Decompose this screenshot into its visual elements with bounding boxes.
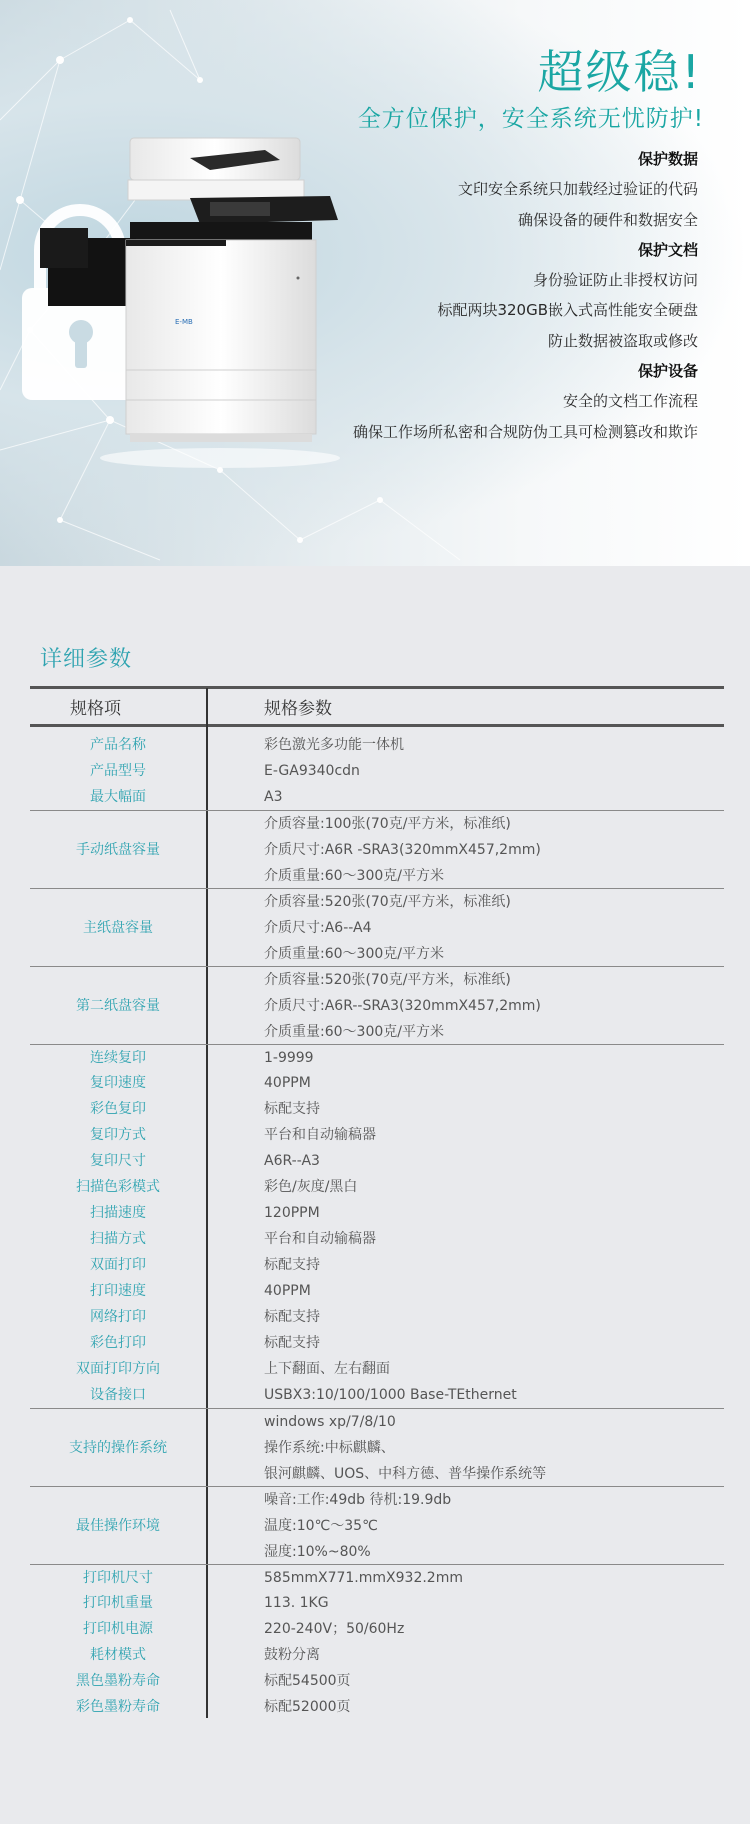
spec-value-line: 220-240V；50/60Hz (264, 1621, 405, 1637)
spec-value-line: 介质尺寸:A6R -SRA3(320mmX457,2mm) (264, 842, 541, 858)
spec-value-line: 介质尺寸:A6R--SRA3(320mmX457,2mm) (264, 998, 541, 1014)
spec-label: 复印尺寸 (90, 1153, 146, 1169)
brand-mark: E-MB (175, 318, 193, 326)
spec-value (264, 1226, 724, 1252)
spec-value (264, 1096, 724, 1122)
spec-value (264, 1122, 724, 1148)
spec-value (264, 1252, 724, 1278)
feature-line: 身份验证防止非授权访问 (532, 271, 698, 290)
spec-row (30, 1174, 724, 1200)
spec-value-line: 彩色激光多功能一体机 (264, 737, 404, 753)
header-param: 规格参数 (264, 699, 332, 719)
spec-row (30, 1330, 724, 1356)
spec-value (264, 811, 724, 889)
spec-value-line: 介质重量:60～300克/平方米 (264, 946, 444, 962)
spec-value-line: 标配54500页 (264, 1673, 351, 1689)
spec-row (30, 1668, 724, 1694)
feature-heading: 保护设备 (637, 362, 698, 381)
spec-value (264, 1070, 724, 1096)
spec-row (30, 1044, 724, 1071)
spec-row (30, 758, 724, 784)
feature-list (353, 144, 698, 447)
spec-row (30, 1304, 724, 1330)
spec-value (264, 1330, 724, 1356)
spec-label: 彩色打印 (90, 1335, 146, 1351)
spec-row (30, 1278, 724, 1304)
spec-value (264, 1200, 724, 1226)
spec-value-line: USBX3:10/100/1000 Base-TEthernet (264, 1387, 517, 1403)
spec-label: 扫描方式 (90, 1231, 146, 1247)
header-item: 规格项 (70, 699, 121, 719)
table-header-rule (30, 724, 724, 727)
spec-value (264, 1409, 724, 1487)
spec-value (264, 1668, 724, 1694)
spec-row (30, 1642, 724, 1668)
spec-label: 打印机尺寸 (83, 1570, 153, 1586)
spec-value (264, 1045, 724, 1071)
spec-value (264, 1174, 724, 1200)
spec-value-line: 噪音:工作:49db 待机:19.9db (264, 1492, 452, 1508)
spec-row (30, 1590, 724, 1616)
spec-value-line: 标配支持 (264, 1257, 320, 1273)
feature-line: 确保工作场所私密和合规防伪工具可检测篡改和欺诈 (352, 422, 698, 441)
spec-label: 双面打印 (90, 1257, 146, 1273)
spec-value (264, 1642, 724, 1668)
spec-value (264, 1148, 724, 1174)
feature-line: 防止数据被盗取或修改 (547, 331, 698, 350)
spec-value-line: 介质容量:520张(70克/平方米，标准纸) (264, 894, 511, 910)
spec-label: 复印方式 (90, 1127, 146, 1143)
hero-subtitle: 全方位保护，安全系统无忧防护! (357, 106, 704, 132)
spec-row (30, 966, 724, 1045)
spec-value-line: 湿度:10%~80% (264, 1544, 371, 1560)
spec-label: 支持的操作系统 (69, 1440, 167, 1456)
spec-value-line: 介质容量:520张(70克/平方米，标准纸) (264, 972, 511, 988)
spec-value (264, 1356, 724, 1382)
spec-row (30, 1356, 724, 1382)
spec-row (30, 1616, 724, 1642)
spec-value (264, 1565, 724, 1591)
spec-value (264, 784, 724, 810)
spec-value-line: windows xp/7/8/10 (264, 1414, 396, 1430)
spec-row (30, 732, 724, 758)
spec-label: 打印速度 (90, 1283, 146, 1299)
spec-row (30, 1486, 724, 1565)
spec-value-line: 平台和自动输稿器 (264, 1127, 376, 1143)
spec-label: 网络打印 (90, 1309, 146, 1325)
spec-row (30, 1408, 724, 1487)
spec-value-line: A3 (264, 789, 283, 805)
spec-label: 打印机电源 (83, 1621, 153, 1637)
spec-value-line: 银河麒麟、UOS、中科方德、普华操作系统等 (264, 1466, 547, 1482)
spec-row (30, 1252, 724, 1278)
spec-value (264, 758, 724, 784)
spec-row (30, 1148, 724, 1174)
spec-value-line: 标配52000页 (264, 1699, 351, 1715)
spec-value-line: E-GA9340cdn (264, 763, 360, 779)
table-top-rule (30, 686, 724, 689)
spec-value-line: 平台和自动输稿器 (264, 1231, 376, 1247)
hero-title: 超级稳! (537, 45, 702, 99)
spec-value-line: 标配支持 (264, 1335, 320, 1351)
feature-line: 文印安全系统只加载经过验证的代码 (457, 180, 698, 199)
spec-label: 扫描速度 (90, 1205, 146, 1221)
spec-label: 黑色墨粉寿命 (76, 1673, 160, 1689)
spec-value-line: 113. 1KG (264, 1595, 329, 1611)
spec-label: 彩色复印 (90, 1101, 146, 1117)
spec-label: 扫描色彩模式 (76, 1179, 160, 1195)
spec-value-line: 温度:10℃～35℃ (264, 1518, 378, 1534)
spec-value-line: 1-9999 (264, 1050, 314, 1066)
spec-value-line: 彩色/灰度/黑白 (264, 1179, 358, 1195)
spec-value-line: 上下翻面、左右翻面 (264, 1361, 390, 1377)
hero-banner (0, 0, 750, 566)
feature-line: 标配两块320GB嵌入式高性能安全硬盘 (437, 301, 698, 320)
spec-row (30, 888, 724, 967)
spec-value (264, 732, 724, 758)
spec-value-line: 40PPM (264, 1283, 311, 1299)
spec-value (264, 1278, 724, 1304)
spec-row (30, 1564, 724, 1591)
spec-row (30, 1694, 724, 1720)
spec-value-line: 585mmX771.mmX932.2mm (264, 1570, 463, 1586)
spec-value-line: 标配支持 (264, 1309, 320, 1325)
spec-label: 手动纸盘容量 (76, 842, 160, 858)
spec-label: 产品型号 (90, 763, 146, 779)
spec-row (30, 1226, 724, 1252)
spec-row (30, 1096, 724, 1122)
feature-line: 安全的文档工作流程 (562, 392, 698, 411)
spec-value (264, 967, 724, 1045)
spec-value-line: 介质重量:60～300克/平方米 (264, 1024, 444, 1040)
spec-label: 最佳操作环境 (76, 1518, 160, 1534)
spec-row (30, 1200, 724, 1226)
spec-value-line: A6R--A3 (264, 1153, 320, 1169)
feature-heading: 保护文档 (637, 240, 698, 259)
spec-value-line: 介质容量:100张(70克/平方米，标准纸) (264, 816, 511, 832)
spec-label: 复印速度 (90, 1075, 146, 1091)
spec-row (30, 1122, 724, 1148)
spec-label: 双面打印方向 (76, 1361, 160, 1377)
spec-label: 打印机重量 (83, 1595, 153, 1611)
spec-label: 最大幅面 (90, 789, 146, 805)
feature-line: 确保设备的硬件和数据安全 (517, 210, 698, 229)
spec-value-line: 鼓粉分离 (264, 1647, 320, 1663)
spec-row (30, 1382, 724, 1408)
spec-value-line: 介质尺寸:A6--A4 (264, 920, 372, 936)
spec-label: 主纸盘容量 (83, 920, 153, 936)
spec-label: 设备接口 (90, 1387, 146, 1403)
spec-label: 耗材模式 (90, 1647, 146, 1663)
spec-label: 连续复印 (90, 1050, 146, 1066)
spec-value (264, 1694, 724, 1720)
spec-value-line: 操作系统:中标麒麟、 (264, 1440, 395, 1456)
spec-value (264, 1616, 724, 1642)
feature-heading: 保护数据 (637, 150, 698, 168)
spec-value-line: 40PPM (264, 1075, 311, 1091)
spec-section-title: 详细参数 (40, 647, 133, 672)
spec-value-line: 标配支持 (264, 1101, 320, 1117)
spec-value (264, 1382, 724, 1408)
spec-row (30, 784, 724, 810)
spec-value (264, 1487, 724, 1565)
spec-label: 产品名称 (90, 737, 146, 753)
spec-label: 第二纸盘容量 (76, 998, 160, 1014)
spec-row (30, 810, 724, 889)
spec-value-line: 介质重量:60～300克/平方米 (264, 868, 444, 884)
spec-row (30, 1070, 724, 1096)
spec-label: 彩色墨粉寿命 (76, 1699, 160, 1715)
printer-illustration (40, 128, 340, 488)
spec-value-line: 120PPM (264, 1205, 320, 1221)
spec-value (264, 1304, 724, 1330)
spec-value (264, 1590, 724, 1616)
spec-value (264, 889, 724, 967)
